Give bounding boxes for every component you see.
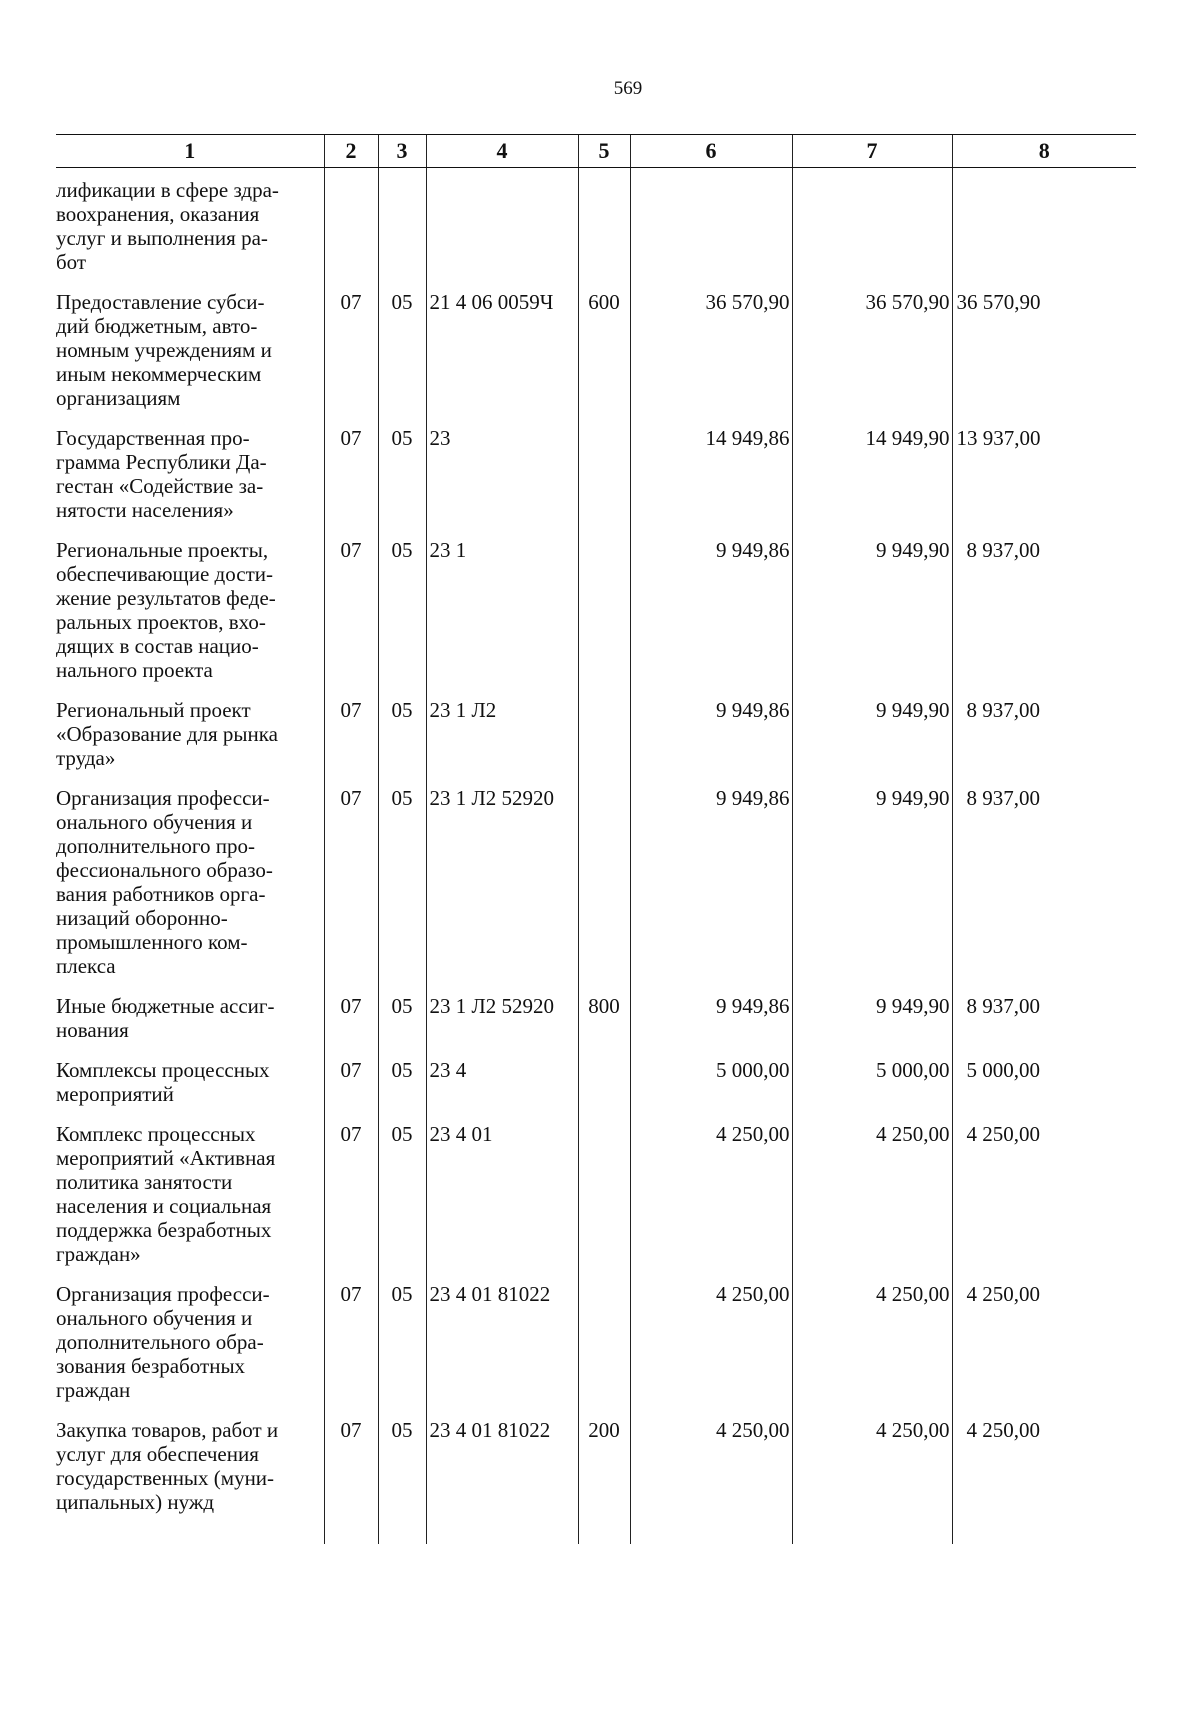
row-name-line: Государственная про- bbox=[56, 426, 250, 450]
expense-type-cell bbox=[578, 1106, 630, 1266]
column-header-3: 3 bbox=[378, 135, 426, 168]
row-name-line: Организация професси- bbox=[56, 786, 270, 810]
amount-year2-cell: 9 949,90 bbox=[792, 978, 952, 1042]
target-article-cell: 23 1 Л2 52920 bbox=[426, 978, 578, 1042]
amount-year1-cell: 9 949,86 bbox=[630, 770, 792, 978]
row-name-line: дополнительного про- bbox=[56, 834, 255, 858]
row-name-line: фессионального образо- bbox=[56, 858, 273, 882]
table-row bbox=[56, 274, 1136, 410]
row-name-line: бот bbox=[56, 250, 87, 274]
row-name-line: граждан bbox=[56, 1378, 131, 1402]
expense-type-cell bbox=[578, 522, 630, 682]
column-header-8: 8 bbox=[952, 135, 1136, 168]
subsection-code-cell: 05 bbox=[378, 1042, 426, 1106]
table-body bbox=[56, 168, 1136, 1545]
row-name-line: граждан» bbox=[56, 1242, 141, 1266]
row-name-line: Предоставление субси- bbox=[56, 290, 265, 314]
amount-year2-cell: 4 250,00 bbox=[792, 1402, 952, 1544]
row-name-cell bbox=[56, 1266, 324, 1402]
amount-year1-cell: 5 000,00 bbox=[630, 1042, 792, 1106]
row-name-line: Организация професси- bbox=[56, 1282, 270, 1306]
row-name-line: промышленного ком- bbox=[56, 930, 248, 954]
expense-type-cell bbox=[578, 1266, 630, 1402]
amount-year2-cell: 4 250,00 bbox=[792, 1266, 952, 1402]
row-name-line: организациям bbox=[56, 386, 181, 410]
amount-year2-cell: 36 570,90 bbox=[792, 274, 952, 410]
row-name-line: дящих в состав нацио- bbox=[56, 634, 259, 658]
amount-year1-cell: 9 949,86 bbox=[630, 522, 792, 682]
amount-year3-cell: 4 250,00 bbox=[952, 1402, 1136, 1544]
target-article-cell: 23 4 bbox=[426, 1042, 578, 1106]
amount-year2-cell: 5 000,00 bbox=[792, 1042, 952, 1106]
row-name-line: мероприятий «Активная bbox=[56, 1146, 276, 1170]
expense-type-cell: 800 bbox=[578, 978, 630, 1042]
row-name-line: услуг и выполнения ра- bbox=[56, 226, 268, 250]
row-name-line: воохранения, оказания bbox=[56, 202, 260, 226]
section-code-cell: 07 bbox=[324, 1266, 378, 1402]
row-name-cell bbox=[56, 682, 324, 770]
column-header-4: 4 bbox=[426, 135, 578, 168]
amount-year1-cell: 4 250,00 bbox=[630, 1106, 792, 1266]
section-code-cell: 07 bbox=[324, 978, 378, 1042]
expense-type-cell bbox=[578, 410, 630, 522]
amount-year3-cell: 5 000,00 bbox=[952, 1042, 1136, 1106]
subsection-code-cell: 05 bbox=[378, 770, 426, 978]
row-name-line: ципальных) нужд bbox=[56, 1490, 215, 1514]
row-name-line: Комплексы процессных bbox=[56, 1058, 270, 1082]
row-name-line: иным некоммерческим bbox=[56, 362, 262, 386]
table-row bbox=[56, 1402, 1136, 1544]
row-name-line: Региональные проекты, bbox=[56, 538, 269, 562]
column-header-1: 1 bbox=[56, 135, 324, 168]
row-name-cell bbox=[56, 770, 324, 978]
row-name-cell bbox=[56, 1042, 324, 1106]
row-name-line: государственных (муни- bbox=[56, 1466, 275, 1490]
column-header-2: 2 bbox=[324, 135, 378, 168]
table-row bbox=[56, 168, 1136, 275]
amount-year3-cell: 4 250,00 bbox=[952, 1266, 1136, 1402]
expense-type-cell: 200 bbox=[578, 1402, 630, 1544]
row-name-line: низаций оборонно- bbox=[56, 906, 228, 930]
amount-year3-cell: 4 250,00 bbox=[952, 1106, 1136, 1266]
amount-year3-cell: 8 937,00 bbox=[952, 770, 1136, 978]
target-article-cell: 23 4 01 81022 bbox=[426, 1402, 578, 1544]
target-article-cell: 21 4 06 0059Ч bbox=[426, 274, 578, 410]
expense-type-cell: 600 bbox=[578, 274, 630, 410]
table-row bbox=[56, 1106, 1136, 1266]
row-name-line: гестан «Содействие за- bbox=[56, 474, 264, 498]
amount-year3-cell: 8 937,00 bbox=[952, 682, 1136, 770]
expense-type-cell bbox=[578, 770, 630, 978]
section-code-cell: 07 bbox=[324, 274, 378, 410]
row-name-cell bbox=[56, 978, 324, 1042]
section-code-cell: 07 bbox=[324, 410, 378, 522]
row-name-line: плекса bbox=[56, 954, 116, 978]
subsection-code-cell: 05 bbox=[378, 978, 426, 1042]
amount-year3-cell: 8 937,00 bbox=[952, 978, 1136, 1042]
subsection-code-cell: 05 bbox=[378, 522, 426, 682]
row-name-line: услуг для обеспечения bbox=[56, 1442, 259, 1466]
row-name-line: вания работников орга- bbox=[56, 882, 266, 906]
section-code-cell: 07 bbox=[324, 522, 378, 682]
section-code-cell: 07 bbox=[324, 770, 378, 978]
row-name-line: труда» bbox=[56, 746, 116, 770]
table-row bbox=[56, 978, 1136, 1042]
amount-year1-cell: 36 570,90 bbox=[630, 274, 792, 410]
subsection-code-cell: 05 bbox=[378, 274, 426, 410]
amount-year2-cell: 4 250,00 bbox=[792, 1106, 952, 1266]
row-name-cell bbox=[56, 410, 324, 522]
subsection-code-cell: 05 bbox=[378, 410, 426, 522]
row-name-line: мероприятий bbox=[56, 1082, 174, 1106]
target-article-cell: 23 1 Л2 bbox=[426, 682, 578, 770]
table-header bbox=[56, 135, 1136, 168]
row-name-line: онального обучения и bbox=[56, 1306, 253, 1330]
row-name-line: Закупка товаров, работ и bbox=[56, 1418, 279, 1442]
amount-year1-cell: 4 250,00 bbox=[630, 1266, 792, 1402]
row-name-line: дий бюджетным, авто- bbox=[56, 314, 258, 338]
row-name-line: «Образование для рынка bbox=[56, 722, 278, 746]
section-code-cell bbox=[324, 168, 378, 275]
column-header-6: 6 bbox=[630, 135, 792, 168]
table-row bbox=[56, 410, 1136, 522]
row-name-line: зования безработных bbox=[56, 1354, 246, 1378]
row-name-line: онального обучения и bbox=[56, 810, 253, 834]
target-article-cell: 23 1 Л2 52920 bbox=[426, 770, 578, 978]
table-row bbox=[56, 1042, 1136, 1106]
row-name-line: грамма Республики Да- bbox=[56, 450, 267, 474]
row-name-line: населения и социальная bbox=[56, 1194, 272, 1218]
row-name-line: жение результатов феде- bbox=[56, 586, 276, 610]
section-code-cell: 07 bbox=[324, 1402, 378, 1544]
row-name-line: Иные бюджетные ассиг- bbox=[56, 994, 275, 1018]
expense-type-cell bbox=[578, 1042, 630, 1106]
section-code-cell: 07 bbox=[324, 682, 378, 770]
column-header-5: 5 bbox=[578, 135, 630, 168]
row-name-cell bbox=[56, 168, 324, 275]
amount-year1-cell: 14 949,86 bbox=[630, 410, 792, 522]
row-name-cell bbox=[56, 1402, 324, 1544]
row-name-cell bbox=[56, 522, 324, 682]
subsection-code-cell bbox=[378, 168, 426, 275]
subsection-code-cell: 05 bbox=[378, 1402, 426, 1544]
section-code-cell: 07 bbox=[324, 1106, 378, 1266]
row-name-line: ральных проектов, вхо- bbox=[56, 610, 266, 634]
amount-year2-cell: 9 949,90 bbox=[792, 770, 952, 978]
row-name-line: дополнительного обра- bbox=[56, 1330, 264, 1354]
target-article-cell bbox=[426, 168, 578, 275]
subsection-code-cell: 05 bbox=[378, 682, 426, 770]
expense-type-cell bbox=[578, 682, 630, 770]
row-name-line: обеспечивающие дости- bbox=[56, 562, 273, 586]
subsection-code-cell: 05 bbox=[378, 1106, 426, 1266]
row-name-line: Региональный проект bbox=[56, 698, 251, 722]
amount-year3-cell: 8 937,00 bbox=[952, 522, 1136, 682]
row-name-line: нования bbox=[56, 1018, 129, 1042]
row-name-line: нятости населения» bbox=[56, 498, 234, 522]
target-article-cell: 23 bbox=[426, 410, 578, 522]
row-name-line: поддержка безработных bbox=[56, 1218, 272, 1242]
amount-year1-cell: 9 949,86 bbox=[630, 978, 792, 1042]
amount-year1-cell: 9 949,86 bbox=[630, 682, 792, 770]
amount-year3-cell bbox=[952, 168, 1136, 275]
row-name-line: лификации в сфере здра- bbox=[56, 178, 279, 202]
amount-year3-cell: 13 937,00 bbox=[952, 410, 1136, 522]
table-row bbox=[56, 682, 1136, 770]
amount-year3-cell: 36 570,90 bbox=[952, 274, 1136, 410]
expense-type-cell bbox=[578, 168, 630, 275]
amount-year1-cell: 4 250,00 bbox=[630, 1402, 792, 1544]
row-name-line: нального проекта bbox=[56, 658, 213, 682]
amount-year2-cell bbox=[792, 168, 952, 275]
table-row bbox=[56, 770, 1136, 978]
row-name-cell bbox=[56, 274, 324, 410]
page-number: 569 bbox=[613, 78, 643, 99]
target-article-cell: 23 4 01 81022 bbox=[426, 1266, 578, 1402]
section-code-cell: 07 bbox=[324, 1042, 378, 1106]
row-name-line: политика занятости bbox=[56, 1170, 233, 1194]
target-article-cell: 23 1 bbox=[426, 522, 578, 682]
row-name-cell bbox=[56, 1106, 324, 1266]
amount-year2-cell: 9 949,90 bbox=[792, 682, 952, 770]
table-row bbox=[56, 1266, 1136, 1402]
budget-table bbox=[56, 134, 1136, 1544]
subsection-code-cell: 05 bbox=[378, 1266, 426, 1402]
target-article-cell: 23 4 01 bbox=[426, 1106, 578, 1266]
amount-year2-cell: 14 949,90 bbox=[792, 410, 952, 522]
amount-year2-cell: 9 949,90 bbox=[792, 522, 952, 682]
column-header-7: 7 bbox=[792, 135, 952, 168]
amount-year1-cell bbox=[630, 168, 792, 275]
row-name-line: Комплекс процессных bbox=[56, 1122, 256, 1146]
row-name-line: номным учреждениям и bbox=[56, 338, 272, 362]
table-row bbox=[56, 522, 1136, 682]
